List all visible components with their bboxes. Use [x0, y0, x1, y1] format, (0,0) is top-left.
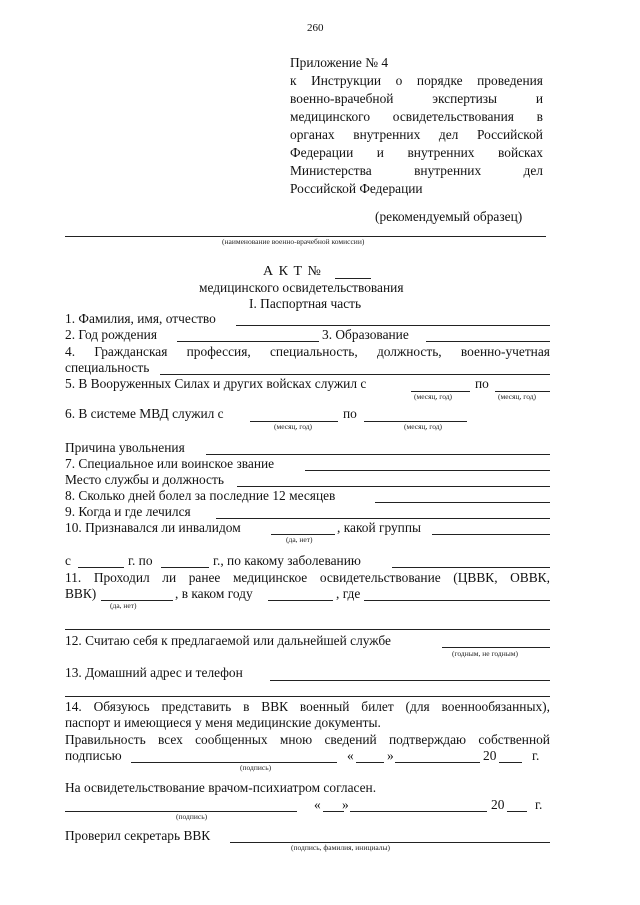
previous-exam-extra-line[interactable]: [65, 629, 550, 630]
secretary-signature-line[interactable]: [230, 842, 550, 843]
truth-year-suffix: г.: [532, 748, 540, 763]
act-number-line[interactable]: [335, 278, 371, 279]
header-line-4: органах внутренних дел Российской: [290, 127, 543, 142]
truth-signature-caption: (подпись): [240, 763, 272, 772]
header-line-3: медицинского освидетельствования в: [290, 109, 543, 124]
field-12-label: 12. Считаю себя к предлагаемой или дальнейшей службе: [65, 633, 391, 648]
field-10-group-label: , какой группы: [337, 520, 422, 535]
header-line-5: Федерации и внутренних войсках: [290, 145, 543, 160]
service-place-line[interactable]: [237, 486, 550, 487]
header-line-2: военно-врачебной экспертизы и: [290, 91, 543, 106]
page-number: 260: [307, 22, 324, 34]
consent-year-line[interactable]: [507, 811, 527, 812]
field-2-label: 2. Год рождения: [65, 327, 157, 342]
consent-month-line[interactable]: [350, 811, 487, 812]
act-title: А К Т №: [263, 264, 322, 279]
education-line[interactable]: [426, 341, 550, 342]
fitness-line[interactable]: [442, 647, 550, 648]
disability-group-line[interactable]: [432, 534, 550, 535]
disability-from-line[interactable]: [78, 567, 124, 568]
field-3-label: 3. Образование: [322, 327, 409, 342]
service-place-label: Место службы и должность: [65, 472, 224, 487]
field-4-continuation: специальность: [65, 360, 150, 375]
address-extra-line[interactable]: [65, 696, 550, 697]
field-10-caption: (да, нет): [286, 535, 313, 544]
field-10-label: 10. Признавался ли инвалидом: [65, 520, 241, 535]
field-11-label: 11. Проходил ли ранее медицинское освидетельствование (ЦВВК, ОВВК,: [65, 570, 550, 585]
dismissal-reason-line[interactable]: [206, 454, 550, 455]
consent-year-prefix: 20: [491, 797, 505, 812]
appendix-title: Приложение № 4: [290, 55, 389, 70]
header-line-7: Российской Федерации: [290, 181, 423, 196]
field-7-label: 7. Специальное или воинское звание: [65, 456, 275, 471]
field-5-to-label: по: [475, 376, 489, 391]
truth-year-line[interactable]: [499, 762, 522, 763]
address-line[interactable]: [270, 680, 550, 681]
section-title: I. Паспортная часть: [249, 296, 362, 311]
commission-caption: (наименование военно-врачебной комиссии): [222, 237, 365, 246]
profession-line[interactable]: [160, 374, 550, 375]
field-9-label: 9. Когда и где лечился: [65, 504, 191, 519]
previous-exam-place-line[interactable]: [364, 600, 550, 601]
previous-exam-year-line[interactable]: [268, 600, 333, 601]
field-4-label: 4. Гражданская профессия, специальность, должность, военно-учетная: [65, 344, 550, 359]
field-6-to-caption: (месяц, год): [404, 422, 443, 431]
act-subtitle: медицинского освидетельствования: [199, 280, 404, 295]
field-14-label: 14. Обязуюсь представить в ВВК военный билет (для военнообязанных),: [65, 699, 550, 714]
disability-from-label: с: [65, 553, 71, 568]
birth-year-line[interactable]: [177, 341, 319, 342]
consent-date-open: «: [314, 797, 321, 812]
disability-disease-line[interactable]: [392, 567, 550, 568]
field-11-year-label: , в каком году: [175, 586, 253, 601]
field-6-to-label: по: [343, 406, 357, 421]
field-6-from-caption: (месяц, год): [274, 422, 313, 431]
field-6-label: 6. В системе МВД служил с: [65, 406, 224, 421]
rank-line[interactable]: [305, 470, 550, 471]
header-line-6: Министерства внутренних дел: [290, 163, 543, 178]
field-14-continuation: паспорт и имеющиеся у меня медицинские документы.: [65, 715, 381, 730]
truth-date-close: »: [387, 748, 394, 763]
full-name-line[interactable]: [236, 325, 550, 326]
truth-day-line[interactable]: [356, 762, 384, 763]
field-13-label: 13. Домашний адрес и телефон: [65, 665, 243, 680]
truth-month-line[interactable]: [395, 762, 480, 763]
field-11-vvk: ВВК): [65, 586, 97, 601]
field-5-to-caption: (месяц, год): [498, 392, 537, 401]
truth-date-open: «: [347, 748, 354, 763]
disability-disease-label: г., по какому заболеванию: [213, 553, 361, 568]
consent-signature-caption: (подпись): [176, 812, 208, 821]
truth-statement-continuation: подписью: [65, 748, 122, 763]
secretary-caption: (подпись, фамилия, инициалы): [291, 843, 391, 852]
disability-to-line[interactable]: [161, 567, 209, 568]
field-11-where-label: , где: [336, 586, 361, 601]
consent-year-suffix: г.: [535, 797, 543, 812]
dismissal-reason-label: Причина увольнения: [65, 440, 185, 455]
truth-statement: Правильность всех сообщенных мною сведений подтверждаю собственной: [65, 732, 550, 747]
treatment-line[interactable]: [216, 518, 550, 519]
truth-year-prefix: 20: [483, 748, 497, 763]
header-line-1: к Инструкции о порядке проведения: [290, 73, 543, 88]
truth-signature-line[interactable]: [131, 762, 337, 763]
checked-by-label: Проверил секретарь ВВК: [65, 828, 211, 843]
sample-note: (рекомендуемый образец): [375, 209, 523, 224]
field-5-label: 5. В Вооруженных Силах и других войсках служил с: [65, 376, 367, 391]
field-5-from-caption: (месяц, год): [414, 392, 453, 401]
field-11-caption: (да, нет): [110, 601, 137, 610]
psych-consent: На освидетельствование врачом-психиатром согласен.: [65, 780, 377, 795]
sick-days-line[interactable]: [375, 502, 550, 503]
field-8-label: 8. Сколько дней болел за последние 12 месяцев: [65, 488, 336, 503]
field-1-label: 1. Фамилия, имя, отчество: [65, 311, 216, 326]
field-12-caption: (годным, не годным): [452, 649, 519, 658]
disability-to-label: г. по: [128, 553, 153, 568]
consent-date-close: »: [342, 797, 349, 812]
consent-day-line[interactable]: [323, 811, 344, 812]
